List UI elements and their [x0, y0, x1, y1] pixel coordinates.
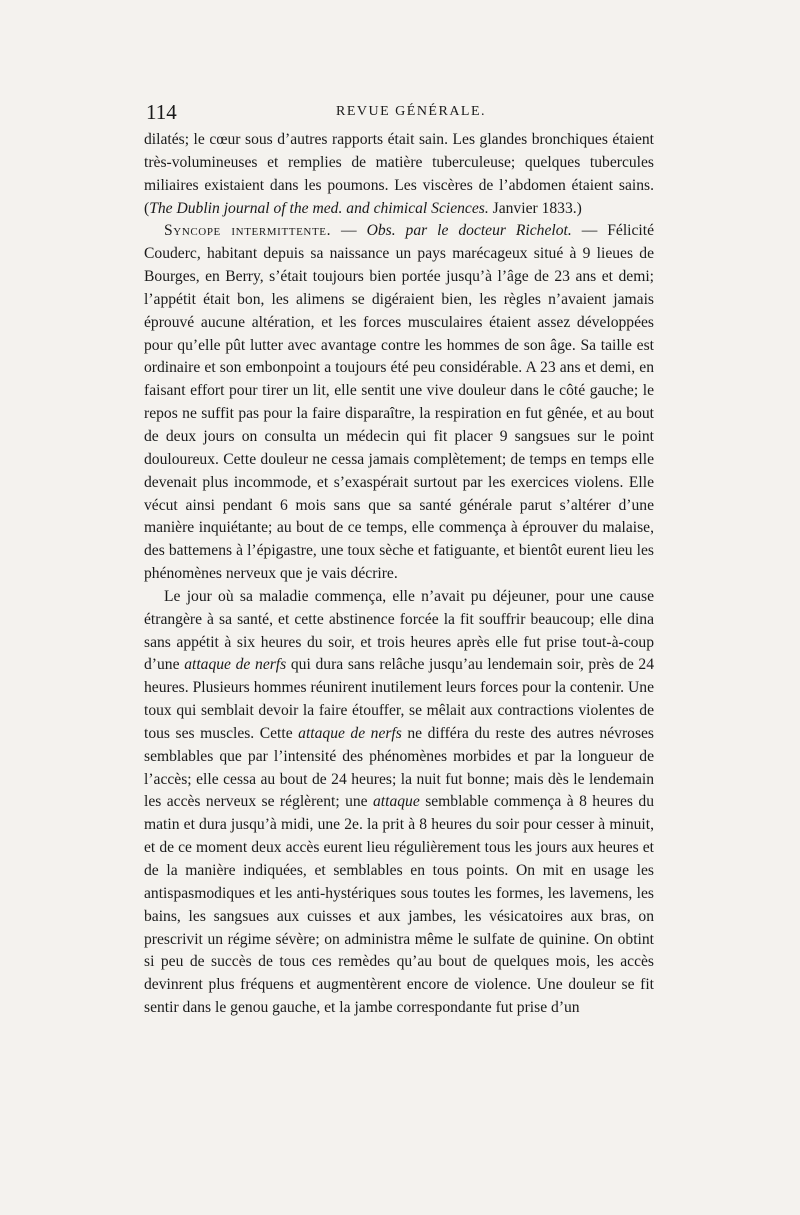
italic-term-1: attaque de nerfs	[184, 656, 287, 674]
paragraph-1	[144, 129, 654, 220]
citation-date: Janvier 1833.)	[488, 199, 582, 217]
section-heading: Syncope intermittente.	[164, 222, 332, 240]
page-header	[146, 100, 656, 124]
page-number: 114	[146, 100, 177, 124]
paragraph-3	[144, 586, 654, 1020]
running-head: REVUE GÉNÉRALE.	[336, 104, 487, 119]
observation-author: Obs. par le docteur Richelot.	[366, 222, 572, 240]
paragraph-3-text-d: semblable commença à 8 heures du matin et dura jusqu’à midi, une 2e. la prit à 8 heures du soir pour cesser à minuit, et de ce moment deux accès eurent lieu régulièrement tous les jours aux heures et de la manière indiquées, et semblables en tous points. On mit en usage les antispasmodiques et les anti-hystériques sous toutes les formes, les lavemens, les bains, les sangsues aux cuisses et aux jambes, les vésicatoires aux bras, on prescrivit un régime sévère; on administra même le sulfate de quinine. On obtint si peu de succès de tous ces remèdes qu’au bout de quelques mois, les accès devinrent plus fréquens et augmentèrent encore de violence. Une douleur se fit sentir dans le genou gauche, et la jambe correspondante fut prise d’un	[144, 793, 654, 1017]
paragraph-2-text: — Félicité Couderc, habitant depuis sa naissance un pays marécageux situé à 9 lieues de Bourges, en Berry, s’était toujours bien portée jusqu’à l’âge de 23 ans et demi; l’appétit était bon, les alimens se digéraient bien, les règles n’avaient jamais éprouvé aucune altération, et les forces musculaires étaient assez développées pour qu’elle pût lutter avec avantage contre les hommes de son âge. Sa taille est ordinaire et son embonpoint a toujours été peu considérable. A 23 ans et demi, en faisant effort pour tirer un lit, elle sentit une vive douleur dans le côté gauche; le repos ne suffit pas pour la faire disparaître, la respiration en fut gênée, et au bout de deux jours on consulta un médecin qui fit placer 9 sangsues sur le point douloureux. Cette douleur ne cessa jamais complètement; de temps en temps elle devenait plus incommode, et s’exaspérait surtout par les exercices violens. Elle vécut ainsi pendant 6 mois sans que sa santé générale parut s’altérer d’une manière inquiétante; au bout de ce temps, elle commença à éprouver du malaise, des battemens à l’épigastre, une toux sèche et fatiguante, et bientôt eurent lieu les phénomènes nerveux que je vais décrire.	[144, 222, 655, 583]
paragraph-1-text: dilatés; le cœur sous d’autres rapports était sain. Les glandes bronchiques étaient très-volumineuses et remplies de matière tuberculeuse; quelques tubercules miliaires existaient dans les poumons. Les viscères de l’abdomen étaient sains. (	[144, 131, 654, 217]
journal-citation: The Dublin journal of the med. and chimical Sciences.	[149, 199, 489, 217]
paragraph-2	[144, 220, 654, 586]
heading-dash: —	[331, 222, 367, 240]
paragraph-3-text-c: ne différa du reste des autres névroses semblables que par l’intensité des phénomènes morbides et par la longueur de l’accès; elle cessa au bout de 24 heures; la nuit fut bonne; mais dès le lendemain les accès nerveux se réglèrent; une	[144, 724, 654, 811]
italic-term-3: attaque	[373, 793, 420, 811]
paragraph-3-text-a: Le jour où sa maladie commença, elle n’avait pu déjeuner, pour une cause étrangère à sa santé, et cette abstinence forcée la fit souffrir beaucoup; elle dina sans appétit à six heures du soir, et trois heures après elle fut prise tout-à-coup d’une	[144, 587, 654, 674]
italic-term-2: attaque de nerfs	[298, 724, 402, 742]
paragraph-3-text-b: qui dura sans relâche jusqu’au lendemain soir, près de 24 heures. Plusieurs hommes réunirent inutilement leurs forces pour la contenir. Une toux qui semblait devoir la faire étouffer, se mêlait aux contractions violentes de tous ses muscles. Cette	[144, 656, 655, 742]
article-body	[144, 129, 654, 1020]
